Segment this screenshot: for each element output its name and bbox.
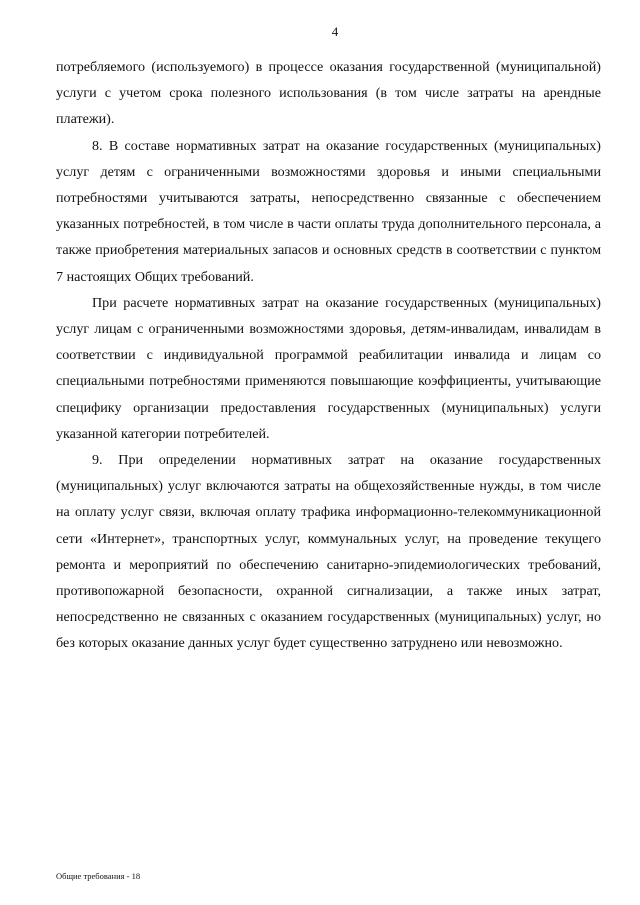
paragraph-continuation: потребляемого (используемого) в процессе оказания государственной (муниципальной) услуги с учетом срока полезного использования (в том числе затраты на арендные платежи). bbox=[56, 59, 601, 128]
document-footer: Общие требования - 18 bbox=[56, 871, 141, 881]
paragraph-coefficients: При расчете нормативных затрат на оказание государственных (муниципальных) услуг лицам с ограниченными возможностями здоровья, детям-инвалидам, инвалидам в соответствии с индивидуальной программой реабилитации инвалида и лицам со специальными потребностями применяются повышающие коэффициенты, учитывающие специфику организации предоставления государственных (муниципальных) услуги указанной категории потребителей. bbox=[56, 294, 601, 442]
paragraph-item-9: 9. При определении нормативных затрат на оказание государственных (муниципальных) услуг включаются затраты на общехозяйственные нужды, в том числе на оплату услуг связи, включая оплату трафика информационно-телекоммуникационной сети «Интернет», транспортных услуг, коммунальных услуг, на проведение текущего ремонта и мероприятий по обеспечению санитарно-эпидемиологических требований, противопожарной безопасности, охранной сигнализации, а также иных затрат, непосредственно не связанных с оказанием государственных (муниципальных) услуг, но без которых оказание данных услуг будет существенно затруднено или невозможно. bbox=[56, 452, 601, 652]
document-body bbox=[56, 54, 601, 657]
paragraph-item-8: 8. В составе нормативных затрат на оказание государственных (муниципальных) услуг детям с ограниченными возможностями здоровья и иными специальными потребностями учитываются затраты, непосредственно связанные с обеспечением указанных потребностей, в том числе в части оплаты труда дополнительного персонала, а также приобретения материальных запасов и основных средств в соответствии с пунктом 7 настоящих Общих требований. bbox=[56, 137, 601, 285]
page-number: 4 bbox=[331, 24, 339, 39]
